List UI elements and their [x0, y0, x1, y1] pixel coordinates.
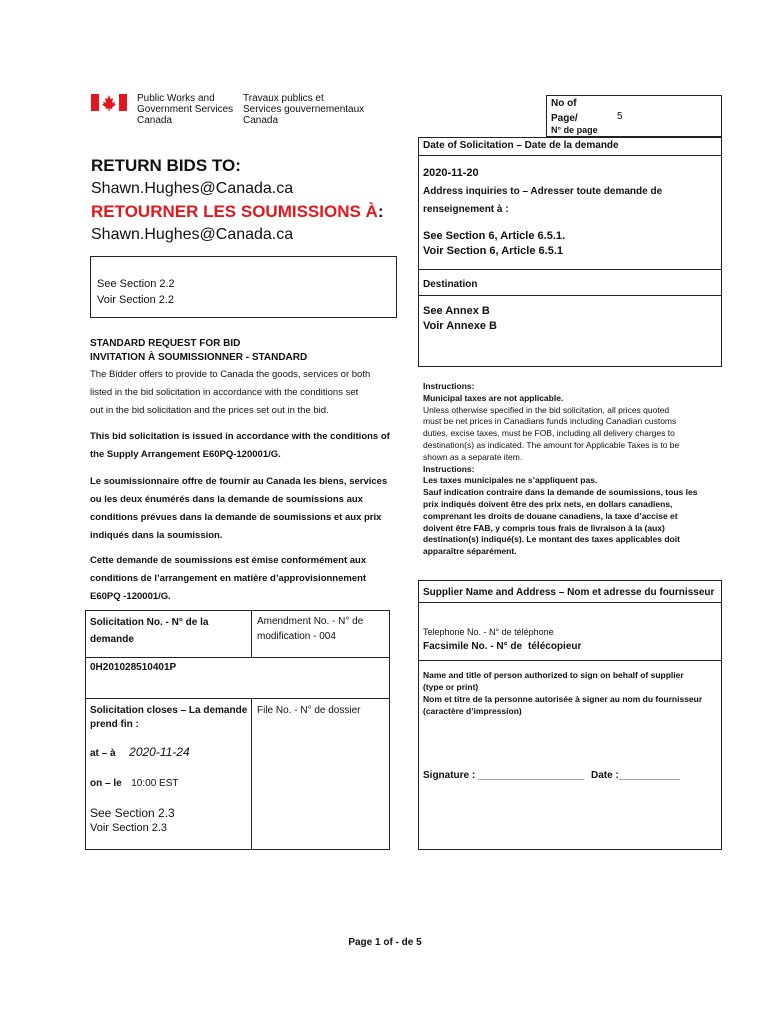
closing-label: Solicitation closes – La demande prend fin : — [90, 705, 248, 730]
supplier-heading: Supplier Name and Address – Nom et adresse du fournisseur — [423, 587, 715, 598]
return-bids-block — [91, 154, 384, 246]
standard-request-intro: The Bidder offers to provide to Canada the goods, services or both listed in the bid solicitation in accordance with the conditions set out in the bid solicitation and the prices set out in the bid. — [90, 369, 371, 416]
canada-flag-logo — [91, 94, 127, 111]
instructions-title-en: Instructions: — [423, 381, 475, 391]
solicitation-number-value: 0H201028510401P — [90, 662, 177, 673]
signature-line[interactable]: Signature : ___________________ — [423, 770, 584, 781]
page-footer: Page 1 of - de 5 — [348, 937, 422, 948]
closing-time: on – le 10:00 EST — [90, 778, 179, 789]
return-bids-email-fr: Shawn.Hughes@Canada.ca — [91, 226, 294, 243]
solicitation-date-value: 2020-11-20 — [423, 167, 479, 179]
page-count-label: No of Page/ — [551, 98, 578, 124]
instructions-sub-fr: Les taxes municipales ne s’appliquent pas. — [423, 475, 598, 486]
instructions-title-fr: Instructions: — [423, 463, 475, 474]
file-number-label: File No. - N° de dossier — [257, 705, 361, 716]
instructions-block: Instructions: Municipal taxes are not applicable. Unless otherwise specified in the bid solicitation, all prices quoted must be net prices in Canadians funds including Canadian customs duties, excise taxes, must be FOB, including all delivery charges to destination(s) as indicated. The amount for Applicable Taxes is to be shown as a separate item. Instructions: Les taxes municipales ne s’appliquent pas. Sauf indication contraire dans la demande de soumissions, tous les prix indiqués doivent être des prix nets, en dollars canadiens, comprenant les droits de douane canadiens, la taxe d’accise et doivent être FAB, y compris tous frais de livraison à la (aux) destination(s) indiqué(s). Le montant des taxes applicables doit apparaître séparément. — [423, 381, 698, 557]
destination-value: See Annex B Voir Annexe B — [423, 305, 497, 332]
solicitation-date-label: Date of Solicitation – Date de la demande — [423, 140, 619, 151]
destination-label: Destination — [423, 279, 478, 290]
agency-name-fr: Travaux publics et Services gouvernementaux Canada — [243, 93, 365, 126]
agency-name-en: Public Works and Government Services Canada — [137, 93, 234, 126]
section-reference-text: See Section 2.2 Voir Section 2.2 — [97, 278, 175, 306]
authorized-person-label: Name and title of person authorized to sign on behalf of supplier (type or print) Nom et titre de la personne autorisée à signer au nom du fournisseur (caractère d’impression) — [423, 670, 703, 716]
inquiries-label: Address inquiries to – Adresser toute demande de renseignement à : — [423, 186, 663, 215]
signature-date-line[interactable]: Date :___________ — [591, 770, 680, 781]
supply-arrangement-fr: Cette demande de soumissions est émise conformément aux conditions de l’arrangement en matière d’approvisionnement E60PQ -120001/G. — [90, 555, 367, 602]
closing-date: at – à 2020-11-24 — [90, 745, 190, 759]
return-bids-heading-fr: RETOURNER LES SOUMISSIONS À: — [91, 202, 384, 221]
supply-arrangement-en: This bid solicitation is issued in accordance with the conditions of the Supply Arrangement E60PQ-120001/G. — [90, 431, 390, 460]
page-count-label-fr: N° de page — [551, 125, 598, 135]
instructions-sub-en: Municipal taxes are not applicable. — [423, 392, 564, 403]
facsimile-label: Facsimile No. - N° de télécopieur — [423, 641, 582, 652]
return-bids-email-en: Shawn.Hughes@Canada.ca — [91, 180, 294, 197]
inquiries-value: See Section 6, Article 6.5.1. Voir Section 6, Article 6.5.1 — [423, 230, 566, 257]
return-bids-heading-en: RETURN BIDS TO: — [91, 156, 241, 175]
closing-section-reference: See Section 2.3 Voir Section 2.3 — [90, 806, 175, 834]
telephone-label: Telephone No. - N° de téléphone — [423, 627, 554, 637]
offer-text-fr: Le soumissionnaire offre de fournir au Canada les biens, services ou les deux énumérés dans la demande de soumissions aux conditions prévues dans la demande de soumissions et aux prix indiqués dans la soumission. — [90, 476, 388, 541]
amendment-number-label: Amendment No. - N° de modification - 004 — [257, 616, 364, 642]
page-count-value: 5 — [617, 111, 623, 122]
solicitation-number-label: Solicitation No. - N° de la demande — [90, 617, 209, 645]
standard-request-title: STANDARD REQUEST FOR BID INVITATION À SOUMISSIONNER - STANDARD — [90, 338, 308, 363]
